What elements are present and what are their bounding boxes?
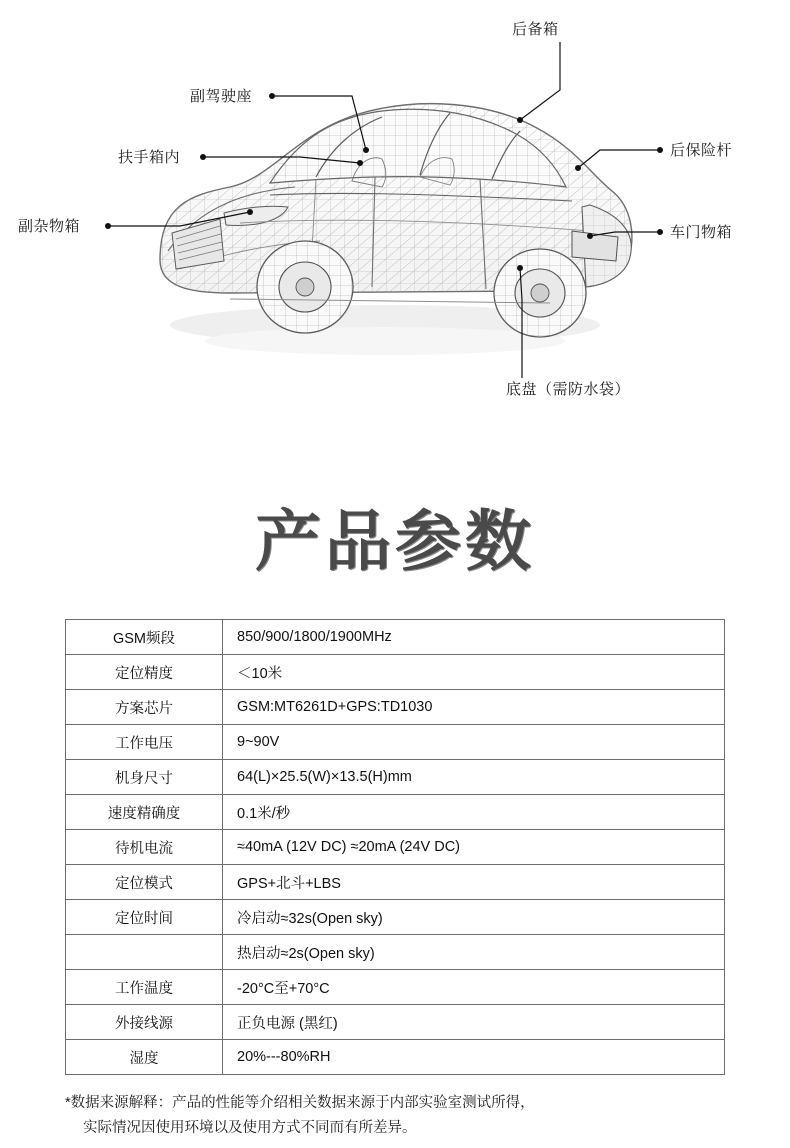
- car-install-locations-diagram: [0, 0, 790, 440]
- spec-value: 冷启动≈32s(Open sky): [223, 900, 725, 935]
- page-title: 产品参数: [255, 503, 535, 580]
- table-row: [66, 620, 725, 655]
- spec-value: 64(L)×25.5(W)×13.5(H)mm: [223, 760, 725, 795]
- table-row: [66, 795, 725, 830]
- spec-value: 正负电源 (黑红): [223, 1005, 725, 1040]
- spec-label: GSM频段: [66, 620, 223, 655]
- table-row: [66, 900, 725, 935]
- callout-label-door-pocket: 车门物箱: [670, 224, 733, 241]
- callout-label-trunk: 后备箱: [512, 21, 559, 38]
- table-row: [66, 970, 725, 1005]
- callout-label-glovebox: 副杂物箱: [18, 218, 81, 235]
- spec-value: GSM:MT6261D+GPS:TD1030: [223, 690, 725, 725]
- table-row: [66, 725, 725, 760]
- spec-value: -20°C至+70°C: [223, 970, 725, 1005]
- spec-label: 湿度: [66, 1040, 223, 1075]
- footnote: [65, 1091, 725, 1142]
- product-spec-table: [65, 619, 725, 1075]
- table-row: [66, 760, 725, 795]
- spec-value: 热启动≈2s(Open sky): [223, 935, 725, 970]
- spec-label: 定位模式: [66, 865, 223, 900]
- spec-label: 定位精度: [66, 655, 223, 690]
- spec-label: 工作温度: [66, 970, 223, 1005]
- callout-label-chassis: 底盘（需防水袋）: [506, 381, 631, 398]
- spec-table-container: [65, 619, 725, 1075]
- spec-value: 9~90V: [223, 725, 725, 760]
- spec-label: 待机电流: [66, 830, 223, 865]
- table-row: [66, 865, 725, 900]
- spec-value: ＜10米: [223, 655, 725, 690]
- spec-label: [66, 935, 223, 970]
- callout-label-passenger-seat: 副驾驶座: [190, 88, 253, 105]
- spec-label: 机身尺寸: [66, 760, 223, 795]
- spec-value: ≈40mA (12V DC) ≈20mA (24V DC): [223, 830, 725, 865]
- table-row: [66, 935, 725, 970]
- callout-label-rear-bumper: 后保险杆: [670, 142, 733, 159]
- spec-label: 定位时间: [66, 900, 223, 935]
- footnote-line-2: 实际情况因使用环境以及使用方式不同而有所差异。: [83, 1120, 417, 1137]
- table-row: [66, 655, 725, 690]
- table-row: [66, 830, 725, 865]
- callout-label-armrest-box: 扶手箱内: [118, 149, 181, 166]
- table-row: [66, 690, 725, 725]
- spec-label: 工作电压: [66, 725, 223, 760]
- table-row: [66, 1040, 725, 1075]
- spec-value: 0.1米/秒: [223, 795, 725, 830]
- spec-label: 外接线源: [66, 1005, 223, 1040]
- spec-value: 20%---80%RH: [223, 1040, 725, 1075]
- footnote-line-1: *数据来源解释：产品的性能等介绍相关数据来源于内部实验室测试所得，: [65, 1095, 535, 1111]
- spec-value: GPS+北斗+LBS: [223, 865, 725, 900]
- spec-value: 850/900/1800/1900MHz: [223, 620, 725, 655]
- spec-label: 速度精确度: [66, 795, 223, 830]
- table-row: [66, 1005, 725, 1040]
- spec-label: 方案芯片: [66, 690, 223, 725]
- spec-table-body: [66, 620, 725, 1075]
